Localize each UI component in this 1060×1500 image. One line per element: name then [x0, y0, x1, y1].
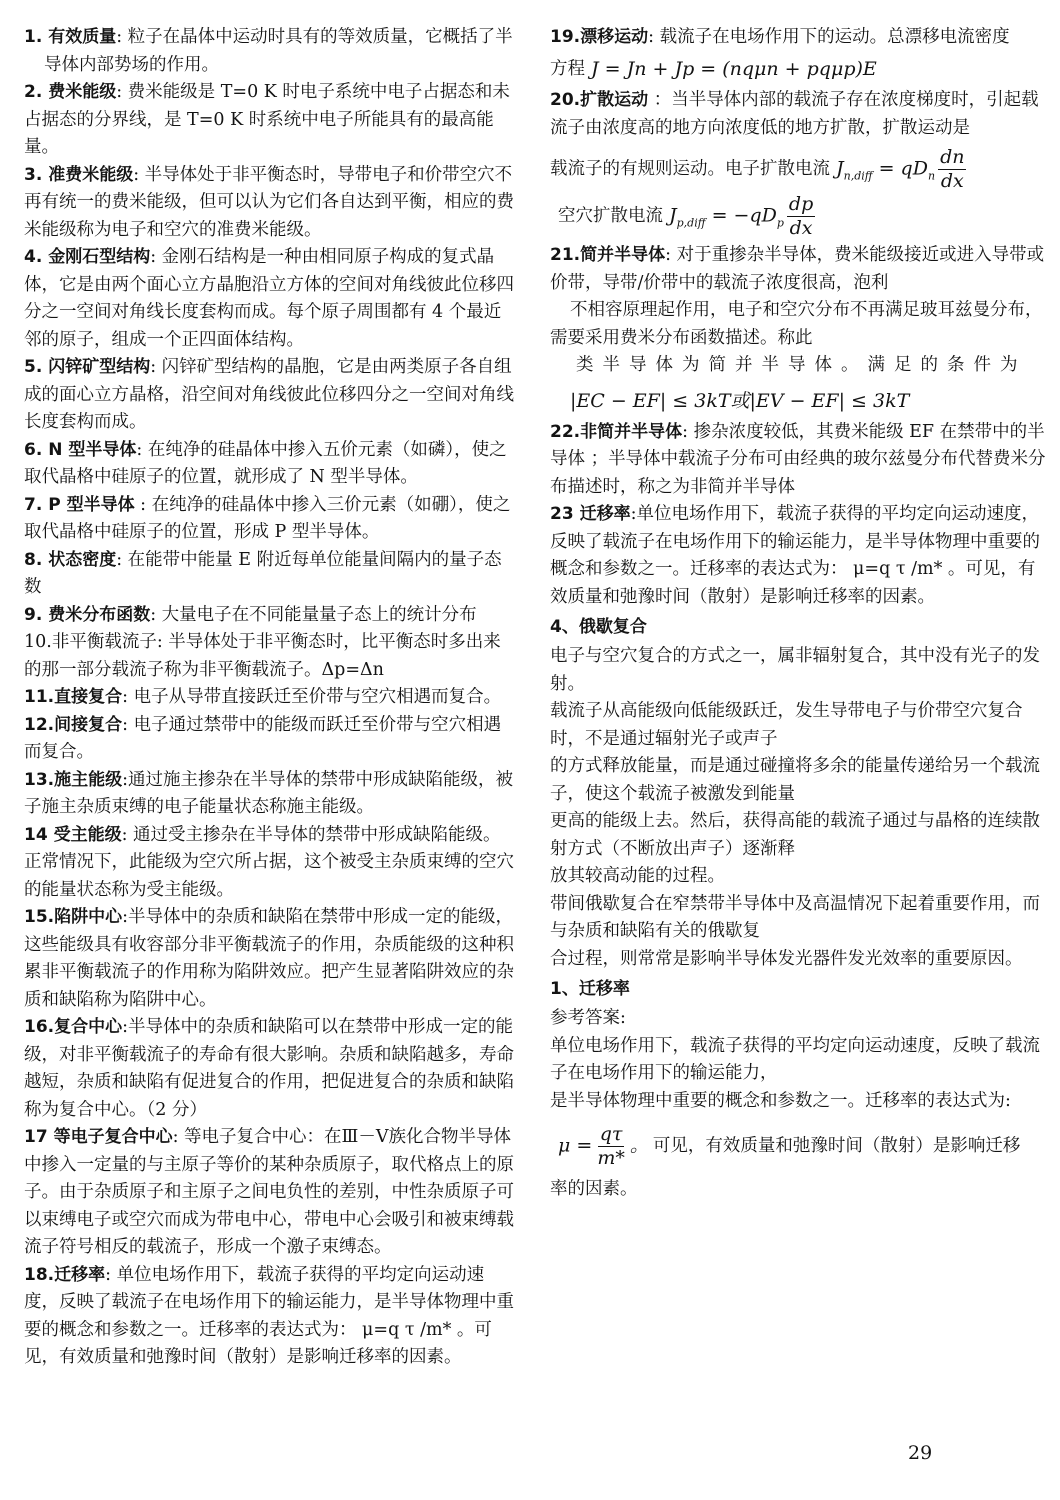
- entry-term: 22.非简并半导体: [550, 421, 683, 442]
- entry-text: : 粒子在晶体中运动时具有的等效质量，它概括了半导体内部势场的作用。: [44, 27, 513, 75]
- entry-14: [24, 822, 518, 905]
- entry-term: 12.间接复合: [24, 714, 123, 735]
- entry-23: [550, 501, 1046, 611]
- entry-9: [24, 602, 518, 630]
- left-column: [24, 24, 518, 1372]
- entry-text: : 在纯净的硅晶体中掺入三价元素（如硼），使之取代晶格中硅原子的位置，形成 P 型半导体。: [24, 494, 511, 542]
- entry-text: : 电子从导带直接跃迁至价带与空穴相遇而复合。: [122, 687, 502, 707]
- entry-text: :单位电场作用下，载流子获得的平均定向运动速度，反映了载流子在电场作用下的输运能力，是半导体物理中重要的概念和参数之一。迁移率的表达式为： μ=q τ /m* 。可见，有效质量和弛豫时间（散射）是影响迁移率的因素。: [550, 504, 1040, 607]
- entry-text: ：当半导体内部的载流子存在浓度梯度时，引起载流子由浓度高的地方向浓度低的地方扩散，扩散运动是: [550, 90, 1039, 138]
- entry-term: 4. 金刚石型结构: [24, 247, 151, 267]
- drift-formula: J = Jn + Jp = (nqμn + pqμp)E: [591, 57, 877, 80]
- degenerate-condition: |EC − EF| ≤ 3kT或|EV − EF| ≤ 3kT: [570, 389, 910, 412]
- entry-18: [24, 1262, 518, 1372]
- entry-term: 13.施主能级: [24, 769, 123, 790]
- entry-5: [24, 354, 518, 437]
- auger-line: 载流子从高能级向低能级跃迁，发生导带电子与价带空穴复合时，不是通过辐射光子或声子: [550, 701, 1023, 749]
- entry-term: 8. 状态密度: [24, 549, 117, 570]
- entry-text: : 等电子复合中心：在Ⅲ－Ⅴ族化合物半导体中掺入一定量的与主原子等价的某种杂质原子，取代格点上的原子。由于杂质原子和主原子之间电负性的差别，中性杂质原子可以束缚电子或空穴而成为带电中心，带电中心会吸引和被束缚载流子符号相反的载流子，形成一个激子束缚态。: [24, 1127, 514, 1257]
- entry-text: : 大量电子在不同能量量子态上的统计分布: [150, 604, 477, 625]
- entry-text: : 单位电场作用下，载流子获得的平均定向运动速度，反映了载流子在电场作用下的输运能力，是半导体物理中重要的概念和参数之一。迁移率的表达式为： μ=q τ /m* 。可见，有效质量和弛豫时间（散射）是影响迁移率的因素。: [24, 1264, 514, 1367]
- entry-term: 21.简并半导体: [550, 245, 666, 265]
- entry-term: 2. 费米能级: [24, 82, 117, 102]
- diffusion-text: 载流子的有规则运动。电子扩散电流: [550, 158, 830, 179]
- mobility-line: 单位电场作用下，载流子获得的平均定向运动速度，反映了载流子在电场作用下的输运能力，: [550, 1035, 1040, 1083]
- entry-6: [24, 437, 518, 492]
- equation-prefix: 方程: [550, 58, 585, 79]
- right-column: [550, 24, 1046, 1204]
- entry-text: : 半导体处于非平衡态时，导带电子和价带空穴不再有统一的费米能级，但可以认为它们各自达到平衡，相应的费米能级称为电子和空穴的准费米能级。: [24, 164, 514, 240]
- entry-3: [24, 162, 518, 245]
- entry-22: [550, 419, 1046, 502]
- entry-term: 16.复合中心: [24, 1017, 123, 1037]
- entry-17: [24, 1124, 518, 1262]
- entry-12: [24, 712, 518, 767]
- entry-text: :通过施主掺杂在半导体的禁带中形成缺陷能级，被子施主杂质束缚的电子能量状态称施主能级。: [24, 769, 514, 817]
- page-number: 29: [908, 1442, 933, 1464]
- auger-line: 放其较高动能的过程。: [550, 866, 725, 886]
- entry-term: 17 等电子复合中心: [24, 1127, 173, 1147]
- entry-text: :半导体中的杂质和缺陷可以在禁带中形成一定的能级，对非平衡载流子的寿命有很大影响。杂质和缺陷越多，寿命越短，杂质和缺陷有促进复合的作用，把促进复合的杂质和缺陷称为复合中心。（2 分）: [24, 1017, 514, 1120]
- entry-13: [24, 767, 518, 822]
- entry-8: [24, 547, 518, 602]
- auger-line: 合过程，则常常是影响半导体发光器件发光效率的重要原因。: [550, 948, 1023, 969]
- entry-term: 23 迁移率: [550, 504, 631, 524]
- entry-term: 6. N 型半导体: [24, 439, 137, 460]
- entry-1: [24, 24, 518, 79]
- entry-7: [24, 492, 518, 547]
- entry-term: 19.漂移运动: [550, 27, 649, 47]
- entry-15: [24, 904, 518, 1014]
- auger-line: 电子与空穴复合的方式之一，属非辐射复合，其中没有光子的发射。: [550, 646, 1040, 694]
- entry-term: 20.扩散运动: [550, 90, 649, 110]
- mobility-tail: 可见，有效质量和弛豫时间（散射）是影响迁移: [652, 1135, 1021, 1156]
- mobility-end: 率的因素。: [550, 1179, 638, 1199]
- electron-diffusion-line: [550, 148, 1046, 191]
- entry-text: : 电子通过禁带中的能级而跃迁至价带与空穴相遇而复合。: [24, 714, 502, 762]
- drift-current-equation: [550, 56, 1046, 84]
- entry-10: [24, 629, 518, 684]
- auger-line: 更高的能级上去。然后，获得高能的载流子通过与晶格的连续散射方式（不断放出声子）逐渐释: [550, 811, 1040, 859]
- entry-term: 7. P 型半导体: [24, 494, 135, 515]
- mobility-heading: 1、迁移率: [550, 979, 630, 999]
- entry-term: 15.陷阱中心: [24, 907, 123, 927]
- auger-line: 的方式释放能量，而是通过碰撞将多余的能量传递给另一个载流子，使这个载流子被激发到能量: [550, 756, 1040, 804]
- entry-2: [24, 79, 518, 162]
- fraction: $\frac{q\tau}{m*}$: [597, 1123, 625, 1169]
- reference-answer-label: 参考答案:: [550, 1008, 626, 1028]
- fraction: $\frac{dn}{dx}$: [940, 146, 965, 192]
- entry-21: [550, 242, 1046, 297]
- hole-diffusion-text: 空穴扩散电流: [558, 205, 663, 226]
- degenerate-condition-intro: 类半导体为简并半导体。满足的条件为: [576, 355, 1027, 375]
- entry-text: : 通过受主掺杂在半导体的禁带中形成缺陷能级。正常情况下，此能级为空穴所占据，这个被受主杂质束缚的空穴的能量状态称为受主能级。: [24, 824, 514, 900]
- hole-diffusion-formula: $J_{p,diff} = -qD_p$ $\frac{dp}{dx}$: [669, 193, 814, 239]
- mobility-line: 是半导体物理中重要的概念和参数之一。迁移率的表达式为:: [550, 1090, 1011, 1111]
- electron-diffusion-formula: $J_{n,diff} = qD_n$ $\frac{dn}{dx}$: [836, 146, 965, 192]
- entry-text: : 在能带中能量 E 附近每单位能量间隔内的量子态数: [24, 549, 502, 597]
- entry-term: 11.直接复合: [24, 687, 123, 707]
- degenerate-paragraph: 不相容原理起作用，电子和空穴分布不再满足玻耳兹曼分布，需要采用费米分布函数描述。称此: [550, 300, 1043, 348]
- entry-4: [24, 244, 518, 354]
- entry-text: : 闪锌矿型结构的晶胞，它是由两类原子各自组成的面心立方晶格，沿空间对角线彼此位移四分之一空间对角线长度套构而成。: [24, 357, 514, 432]
- entry-term: 18.迁移率: [24, 1264, 106, 1285]
- entry-text: : 掺杂浓度较低，其费米能级 EF 在禁带中的半导体 ；半导体中载流子分布可由经典的玻尔兹曼分布代替费米分布描述时，称之为非简并半导体: [550, 421, 1046, 497]
- entry-20: [550, 87, 1046, 142]
- mobility-formula: μ = $\frac{q\tau}{m*}$ 。: [558, 1123, 649, 1169]
- entry-text: : 费米能级是 T=0 K 时电子系统中电子占据态和未占据态的分界线，是 T=0 K 时系统中电子所能具有的最高能量。: [24, 82, 510, 157]
- mobility-formula-line: [550, 1125, 1046, 1168]
- auger-line: 带间俄歇复合在窄禁带半导体中及高温情况下起着重要作用，而与杂质和缺陷有关的俄歇复: [550, 893, 1040, 941]
- entry-term: 5. 闪锌矿型结构: [24, 357, 151, 377]
- entry-text: :半导体中的杂质和缺陷在禁带中形成一定的能级，这些能级具有收容部分非平衡载流子的作用，杂质能级的这种积累非平衡载流子的作用称为陷阱效应。把产生显著陷阱效应的杂质和缺陷称为陷阱中心。: [24, 907, 514, 1010]
- entry-11: [24, 684, 518, 712]
- entry-text: 10.非平衡载流子: 半导体处于非平衡态时，比平衡态时多出来的那一部分载流子称为非平衡载流子。Δp=Δn: [24, 632, 501, 680]
- entry-text: : 对于重掺杂半导体，费米能级接近或进入导带或价带，导带/价带中的载流子浓度很高，泡利: [550, 245, 1045, 293]
- entry-19: [550, 24, 1046, 52]
- entry-text: : 金刚石结构是一种由相同原子构成的复式晶体，它是由两个面心立方晶胞沿立方体的空间对角线彼此位移四分之一空间对角线长度套构而成。每个原子周围都有 4 个最近邻的原子，组成一个正四面体结构。: [24, 247, 514, 350]
- entry-term: 9. 费米分布函数: [24, 604, 151, 625]
- entry-text: : 载流子在电场作用下的运动。总漂移电流密度: [648, 27, 1010, 47]
- hole-diffusion-line: [550, 195, 1046, 238]
- entry-text: : 在纯净的硅晶体中掺入五价元素（如磷），使之取代晶格中硅原子的位置，就形成了 N 型半导体。: [24, 439, 507, 487]
- auger-heading: 4、俄歇复合: [550, 617, 647, 637]
- entry-term: 14 受主能级: [24, 824, 122, 845]
- entry-term: 3. 准费米能级: [24, 164, 134, 185]
- fraction: $\frac{dp}{dx}$: [788, 193, 814, 239]
- entry-term: 1. 有效质量: [24, 27, 117, 47]
- entry-16: [24, 1014, 518, 1124]
